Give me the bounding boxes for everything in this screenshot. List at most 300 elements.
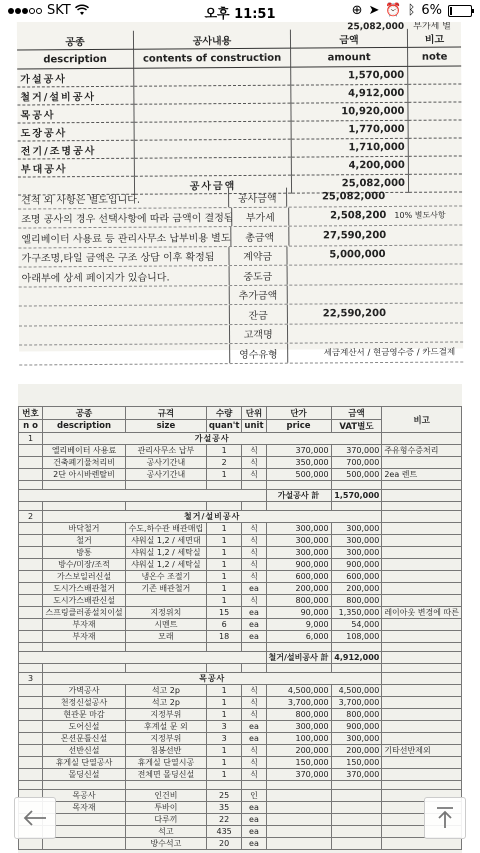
alarm-icon: ⏰ bbox=[385, 3, 402, 18]
row-size: 지정위치 bbox=[125, 607, 206, 619]
row-desc: 도시가스배관신설 bbox=[43, 595, 126, 607]
detail-row bbox=[19, 607, 462, 619]
row-desc: 몬션문틀신설 bbox=[43, 733, 126, 745]
row-unit: 식 bbox=[242, 547, 266, 559]
blank-row bbox=[19, 481, 462, 490]
row-qty: 1 bbox=[206, 709, 242, 721]
location-icon: ➤ bbox=[368, 3, 380, 18]
row-price: 200,000 bbox=[266, 583, 331, 595]
row-unit: 식 bbox=[242, 445, 266, 457]
subtotal-note bbox=[382, 652, 462, 664]
blank-cell bbox=[43, 781, 126, 790]
summary-row-amount: 1,570,000 bbox=[291, 66, 408, 85]
row-qty: 1 bbox=[206, 547, 242, 559]
row-qty: 1 bbox=[206, 535, 242, 547]
material-qty: 35 bbox=[206, 802, 242, 814]
row-qty: 6 bbox=[206, 619, 242, 631]
row-note bbox=[382, 457, 462, 469]
row-qty: 1 bbox=[206, 745, 242, 757]
row-price: 150,000 bbox=[266, 757, 331, 769]
row-unit: 식 bbox=[242, 685, 266, 697]
material-amount bbox=[331, 790, 382, 802]
note-value bbox=[287, 274, 389, 275]
summary-row-note bbox=[408, 84, 462, 102]
blank-row bbox=[19, 643, 462, 652]
note-value: 25,082,000 bbox=[321, 190, 386, 203]
note-text bbox=[19, 334, 229, 335]
row-no bbox=[19, 607, 43, 619]
summary-row-contents bbox=[134, 85, 291, 104]
row-amount: 200,000 bbox=[331, 583, 382, 595]
material-unit: ea bbox=[242, 802, 266, 814]
material-size: 다루끼 bbox=[125, 814, 206, 826]
row-unit: ea bbox=[242, 733, 266, 745]
rotation-lock-icon: ⊕ bbox=[351, 3, 363, 18]
blank-cell bbox=[266, 481, 331, 490]
summary-row-name: 가설공사 bbox=[17, 68, 134, 87]
battery-percent: 6% bbox=[421, 3, 442, 18]
material-qty: 435 bbox=[206, 826, 242, 838]
row-price: 500,000 bbox=[266, 469, 331, 481]
row-amount: 900,000 bbox=[331, 559, 382, 571]
row-price: 370,000 bbox=[266, 769, 331, 781]
row-size: 수도,하수관 배관매립 bbox=[125, 523, 206, 535]
material-unit: ea bbox=[242, 814, 266, 826]
row-no bbox=[19, 721, 43, 733]
material-price bbox=[266, 826, 331, 838]
detail-row bbox=[19, 769, 462, 781]
blank-cell bbox=[382, 781, 462, 790]
row-amount: 300,000 bbox=[331, 733, 382, 745]
section-note bbox=[382, 511, 462, 523]
top-cut-amount: 25,082,000 부가세 별 bbox=[347, 21, 451, 33]
row-no bbox=[19, 457, 43, 469]
left-arrow-icon bbox=[22, 809, 48, 827]
row-unit: 식 bbox=[242, 769, 266, 781]
row-note bbox=[382, 685, 462, 697]
status-time: 오후 11:51 bbox=[204, 7, 276, 22]
blank-cell bbox=[266, 502, 331, 511]
note-label: 총금액 bbox=[230, 227, 289, 246]
row-size: 휴게실 단열시공 bbox=[125, 757, 206, 769]
row-desc: 바닥철거 bbox=[43, 523, 126, 535]
summary-row-contents bbox=[134, 121, 291, 140]
blank-cell bbox=[331, 781, 382, 790]
row-no bbox=[19, 745, 43, 757]
blank-cell bbox=[382, 481, 462, 490]
row-unit: 식 bbox=[242, 535, 266, 547]
note-text: 아래부에 상세 페이지가 있습니다. bbox=[21, 272, 170, 285]
blank-cell bbox=[242, 643, 266, 652]
note-label: 고객명 bbox=[229, 324, 288, 343]
row-qty: 1 bbox=[206, 685, 242, 697]
blank-cell bbox=[19, 643, 43, 652]
row-amount: 700,000 bbox=[331, 457, 382, 469]
row-no bbox=[19, 523, 43, 535]
note-label: 추가금액 bbox=[228, 285, 287, 304]
row-no bbox=[19, 571, 43, 583]
row-unit: ea bbox=[242, 721, 266, 733]
material-row bbox=[19, 802, 462, 814]
summary-row-amount: 10,920,000 bbox=[291, 102, 408, 121]
subtotal-note bbox=[382, 490, 462, 502]
row-note: 레이아웃 변경에 따른 bbox=[382, 607, 462, 619]
row-no bbox=[19, 559, 43, 571]
summary-row-note bbox=[408, 102, 462, 120]
row-amount: 300,000 bbox=[331, 535, 382, 547]
row-note bbox=[382, 631, 462, 643]
note-extra bbox=[390, 254, 463, 255]
row-price: 300,000 bbox=[266, 721, 331, 733]
section-number: 2 bbox=[19, 511, 43, 523]
blank-cell bbox=[382, 643, 462, 652]
row-no bbox=[19, 733, 43, 745]
detail-row bbox=[19, 745, 462, 757]
material-no bbox=[19, 838, 43, 850]
row-size: 샤워실 1,2 / 세탁실 bbox=[125, 559, 206, 571]
row-size: 침봉선반 bbox=[125, 745, 206, 757]
row-qty: 1 bbox=[206, 697, 242, 709]
subtotal-amount: 4,912,000 bbox=[331, 652, 382, 664]
row-no bbox=[19, 631, 43, 643]
row-no bbox=[19, 583, 43, 595]
row-desc: 부자재 bbox=[43, 619, 126, 631]
row-qty: 1 bbox=[206, 523, 242, 535]
blank-cell bbox=[242, 502, 266, 511]
blank-cell bbox=[331, 481, 382, 490]
row-amount: 600,000 bbox=[331, 571, 382, 583]
note-extra bbox=[390, 313, 463, 314]
row-desc: 가스보일러신설 bbox=[43, 571, 126, 583]
row-unit: 식 bbox=[242, 559, 266, 571]
note-text: 견적 외 사항은 별도입니다. bbox=[21, 194, 141, 207]
blank-cell bbox=[242, 664, 266, 673]
row-price: 6,000 bbox=[266, 631, 331, 643]
summary-notes bbox=[18, 186, 463, 365]
row-no bbox=[19, 595, 43, 607]
detail-row bbox=[19, 523, 462, 535]
back-button[interactable] bbox=[14, 797, 56, 839]
summary-header-row-ko: 공종 공사내용 금액 비고 bbox=[17, 28, 461, 50]
note-text: 엘리베이터 사용료 등 관리사무소 납부비용 별도 bbox=[21, 232, 231, 246]
subtotal-spacer bbox=[19, 490, 267, 502]
estimate-summary-photo bbox=[17, 18, 463, 361]
summary-note-row bbox=[19, 342, 463, 365]
row-amount: 108,000 bbox=[331, 631, 382, 643]
blank-cell bbox=[125, 781, 206, 790]
blank-cell bbox=[331, 664, 382, 673]
row-size: 공사기간내 bbox=[125, 457, 206, 469]
row-desc: 2단 아시바렌탈비 bbox=[43, 469, 126, 481]
row-qty: 1 bbox=[206, 469, 242, 481]
detail-row bbox=[19, 619, 462, 631]
blank-cell bbox=[382, 664, 462, 673]
row-amount: 1,350,000 bbox=[331, 607, 382, 619]
row-unit: 식 bbox=[242, 697, 266, 709]
summary-row-name: 철거/설비공사 bbox=[17, 86, 134, 105]
row-no bbox=[19, 445, 43, 457]
row-no bbox=[19, 685, 43, 697]
detail-row bbox=[19, 535, 462, 547]
subtotal-label: 철거/설비공사 計 bbox=[266, 652, 331, 664]
row-desc: 선반신설 bbox=[43, 745, 126, 757]
subtotal-label: 가설공사 計 bbox=[266, 490, 331, 502]
row-size: 냉온수 조절기 bbox=[125, 571, 206, 583]
detail-row bbox=[19, 697, 462, 709]
detail-row bbox=[19, 469, 462, 481]
row-desc: 몰딩신설 bbox=[43, 769, 126, 781]
detail-header-row-en: n o description size quan't unit price VAT별도 bbox=[19, 420, 462, 433]
note-extra bbox=[390, 235, 462, 236]
detail-row bbox=[19, 721, 462, 733]
row-desc: 스프링클러종설치이설 bbox=[43, 607, 126, 619]
blank-cell bbox=[266, 664, 331, 673]
row-qty: 18 bbox=[206, 631, 242, 643]
material-amount bbox=[331, 814, 382, 826]
material-amount bbox=[331, 838, 382, 850]
row-unit: ea bbox=[242, 607, 266, 619]
note-text bbox=[19, 295, 229, 296]
blank-cell bbox=[331, 502, 382, 511]
bluetooth-icon: ᛒ bbox=[407, 3, 416, 18]
blank-cell bbox=[125, 481, 206, 490]
row-price: 9,000 bbox=[266, 619, 331, 631]
note-text bbox=[19, 314, 229, 315]
material-desc: 목공사 bbox=[43, 790, 126, 802]
blank-cell bbox=[19, 481, 43, 490]
blank-cell bbox=[206, 502, 242, 511]
summary-row-contents bbox=[134, 157, 291, 176]
row-amount: 300,000 bbox=[331, 523, 382, 535]
note-extra bbox=[390, 274, 463, 275]
row-amount: 900,000 bbox=[331, 721, 382, 733]
subtotal-spacer bbox=[19, 652, 267, 664]
row-desc: 방통 bbox=[43, 547, 126, 559]
material-row bbox=[19, 838, 462, 850]
detail-header-row-ko: 번호 공종 규격 수량 단위 단가 금액 비고 bbox=[19, 407, 462, 420]
material-amount bbox=[331, 802, 382, 814]
row-desc: 방수/미장/조적 bbox=[43, 559, 126, 571]
row-size: 시멘트 bbox=[125, 619, 206, 631]
row-no bbox=[19, 469, 43, 481]
row-no bbox=[19, 535, 43, 547]
status-right bbox=[352, 3, 472, 18]
row-size: 모래 bbox=[125, 631, 206, 643]
blank-cell bbox=[331, 643, 382, 652]
row-price: 350,000 bbox=[266, 457, 331, 469]
row-amount: 370,000 bbox=[331, 769, 382, 781]
note-value: 22,590,200 bbox=[322, 307, 387, 320]
material-size: 석고 bbox=[125, 826, 206, 838]
summary-row-note bbox=[408, 138, 462, 156]
row-note bbox=[382, 559, 462, 571]
note-extra: 10% 별도사항 bbox=[394, 210, 446, 221]
row-note: 2ea 렌트 bbox=[382, 469, 462, 481]
row-note bbox=[382, 697, 462, 709]
summary-row-contents bbox=[134, 139, 291, 158]
blank-cell bbox=[206, 481, 242, 490]
blank-cell bbox=[43, 664, 126, 673]
row-note: 기타선반제외 bbox=[382, 745, 462, 757]
row-unit: ea bbox=[242, 583, 266, 595]
note-value bbox=[287, 294, 389, 295]
row-price: 90,000 bbox=[266, 607, 331, 619]
row-desc: 천정신설공사 bbox=[43, 697, 126, 709]
blank-cell bbox=[125, 502, 206, 511]
row-qty: 1 bbox=[206, 571, 242, 583]
row-size: 지정부위 bbox=[125, 709, 206, 721]
summary-row-name: 전기/조명공사 bbox=[18, 140, 135, 159]
row-note bbox=[382, 709, 462, 721]
battery-icon bbox=[448, 5, 472, 17]
blank-cell bbox=[242, 781, 266, 790]
row-qty: 1 bbox=[206, 757, 242, 769]
summary-table bbox=[17, 28, 462, 195]
scroll-top-icon bbox=[435, 806, 455, 830]
note-value bbox=[288, 333, 390, 334]
blank-cell bbox=[19, 664, 43, 673]
summary-row-amount: 1,770,000 bbox=[291, 120, 408, 139]
detail-table bbox=[18, 406, 462, 850]
row-qty: 1 bbox=[206, 559, 242, 571]
material-qty: 22 bbox=[206, 814, 242, 826]
row-no bbox=[19, 619, 43, 631]
row-amount: 370,000 bbox=[331, 445, 382, 457]
material-size: 방수석고 bbox=[125, 838, 206, 850]
row-size: 샤워실 1,2 / 세탁실 bbox=[125, 547, 206, 559]
row-price: 4,500,000 bbox=[266, 685, 331, 697]
row-qty: 1 bbox=[206, 445, 242, 457]
row-price: 300,000 bbox=[266, 523, 331, 535]
note-text bbox=[19, 353, 229, 354]
subtotal-row bbox=[19, 652, 462, 664]
blank-cell bbox=[242, 481, 266, 490]
row-note bbox=[382, 769, 462, 781]
blank-cell bbox=[266, 781, 331, 790]
row-qty: 3 bbox=[206, 721, 242, 733]
note-extra bbox=[390, 293, 463, 294]
material-amount bbox=[331, 826, 382, 838]
detail-row bbox=[19, 685, 462, 697]
material-unit: ea bbox=[242, 838, 266, 850]
row-size: 전체면 몰딩신설 bbox=[125, 769, 206, 781]
summary-row-note bbox=[408, 66, 462, 84]
blank-cell bbox=[206, 643, 242, 652]
row-unit: ea bbox=[242, 631, 266, 643]
detail-row bbox=[19, 457, 462, 469]
row-desc: 부자재 bbox=[43, 631, 126, 643]
carrier-label: SKT bbox=[47, 3, 71, 18]
blank-cell bbox=[125, 643, 206, 652]
status-bar bbox=[0, 0, 480, 22]
summary-row-amount: 1,710,000 bbox=[291, 138, 408, 157]
summary-total-row: 공사금액 25,082,000 bbox=[18, 174, 462, 195]
summary-row-name: 도장공사 bbox=[18, 122, 135, 141]
detail-row bbox=[19, 547, 462, 559]
summary-header-row-en: description contents of construction amount note bbox=[17, 47, 461, 69]
estimate-detail-photo bbox=[18, 384, 462, 853]
detail-row bbox=[19, 631, 462, 643]
row-size: 석고 2p bbox=[125, 685, 206, 697]
row-size: 후계설 문 외 bbox=[125, 721, 206, 733]
material-size: 투바이 bbox=[125, 802, 206, 814]
row-unit: 식 bbox=[242, 457, 266, 469]
section-title: 목공사 bbox=[43, 673, 382, 685]
detail-row bbox=[19, 757, 462, 769]
row-unit: ea bbox=[242, 619, 266, 631]
row-desc: 건축폐기물처리비 bbox=[43, 457, 126, 469]
row-amount: 54,000 bbox=[331, 619, 382, 631]
row-amount: 3,700,000 bbox=[331, 697, 382, 709]
summary-row-note bbox=[408, 156, 462, 174]
material-note bbox=[382, 838, 462, 850]
row-price: 800,000 bbox=[266, 595, 331, 607]
row-price: 300,000 bbox=[266, 547, 331, 559]
material-unit: 인 bbox=[242, 790, 266, 802]
note-extra bbox=[389, 196, 462, 197]
note-text: 조명 공사의 경우 선택사항에 따라 금액이 결정됨 bbox=[21, 213, 234, 226]
row-desc: 휴게실 단열공사 bbox=[43, 757, 126, 769]
note-extra bbox=[390, 332, 463, 333]
section-note bbox=[382, 433, 462, 445]
row-note bbox=[382, 583, 462, 595]
material-price bbox=[266, 802, 331, 814]
row-amount: 800,000 bbox=[331, 709, 382, 721]
section-number: 3 bbox=[19, 673, 43, 685]
blank-cell bbox=[43, 643, 126, 652]
row-note bbox=[382, 757, 462, 769]
row-price: 370,000 bbox=[266, 445, 331, 457]
row-qty: 1 bbox=[206, 769, 242, 781]
row-note bbox=[382, 733, 462, 745]
row-price: 3,700,000 bbox=[266, 697, 331, 709]
blank-cell bbox=[125, 664, 206, 673]
row-unit: 식 bbox=[242, 595, 266, 607]
note-label: 영수유형 bbox=[229, 344, 288, 363]
blank-cell bbox=[19, 781, 43, 790]
row-price: 200,000 bbox=[266, 745, 331, 757]
material-row bbox=[19, 790, 462, 802]
row-desc: 도어신설 bbox=[43, 721, 126, 733]
scroll-top-button[interactable] bbox=[424, 797, 466, 839]
row-note bbox=[382, 547, 462, 559]
row-note bbox=[382, 595, 462, 607]
row-unit: 식 bbox=[242, 523, 266, 535]
row-amount: 4,500,000 bbox=[331, 685, 382, 697]
blank-cell bbox=[19, 502, 43, 511]
summary-row-amount: 4,912,000 bbox=[291, 84, 408, 103]
detail-row bbox=[19, 559, 462, 571]
section-title: 철거/설비공사 bbox=[43, 511, 382, 523]
row-price: 600,000 bbox=[266, 571, 331, 583]
blank-cell bbox=[206, 781, 242, 790]
detail-row bbox=[19, 733, 462, 745]
detail-row bbox=[19, 595, 462, 607]
detail-row bbox=[19, 445, 462, 457]
row-no bbox=[19, 547, 43, 559]
row-qty: 15 bbox=[206, 607, 242, 619]
note-label: 공사금액 bbox=[228, 188, 287, 207]
row-unit: 식 bbox=[242, 469, 266, 481]
row-desc: 철거 bbox=[43, 535, 126, 547]
row-desc: 엘리베이터 사용료 bbox=[43, 445, 126, 457]
note-label: 중도금 bbox=[228, 266, 287, 285]
summary-row-amount: 4,200,000 bbox=[291, 156, 408, 175]
material-qty: 25 bbox=[206, 790, 242, 802]
row-qty: 1 bbox=[206, 595, 242, 607]
row-note bbox=[382, 619, 462, 631]
row-size: 샤워실 1,2 / 세면대 bbox=[125, 535, 206, 547]
